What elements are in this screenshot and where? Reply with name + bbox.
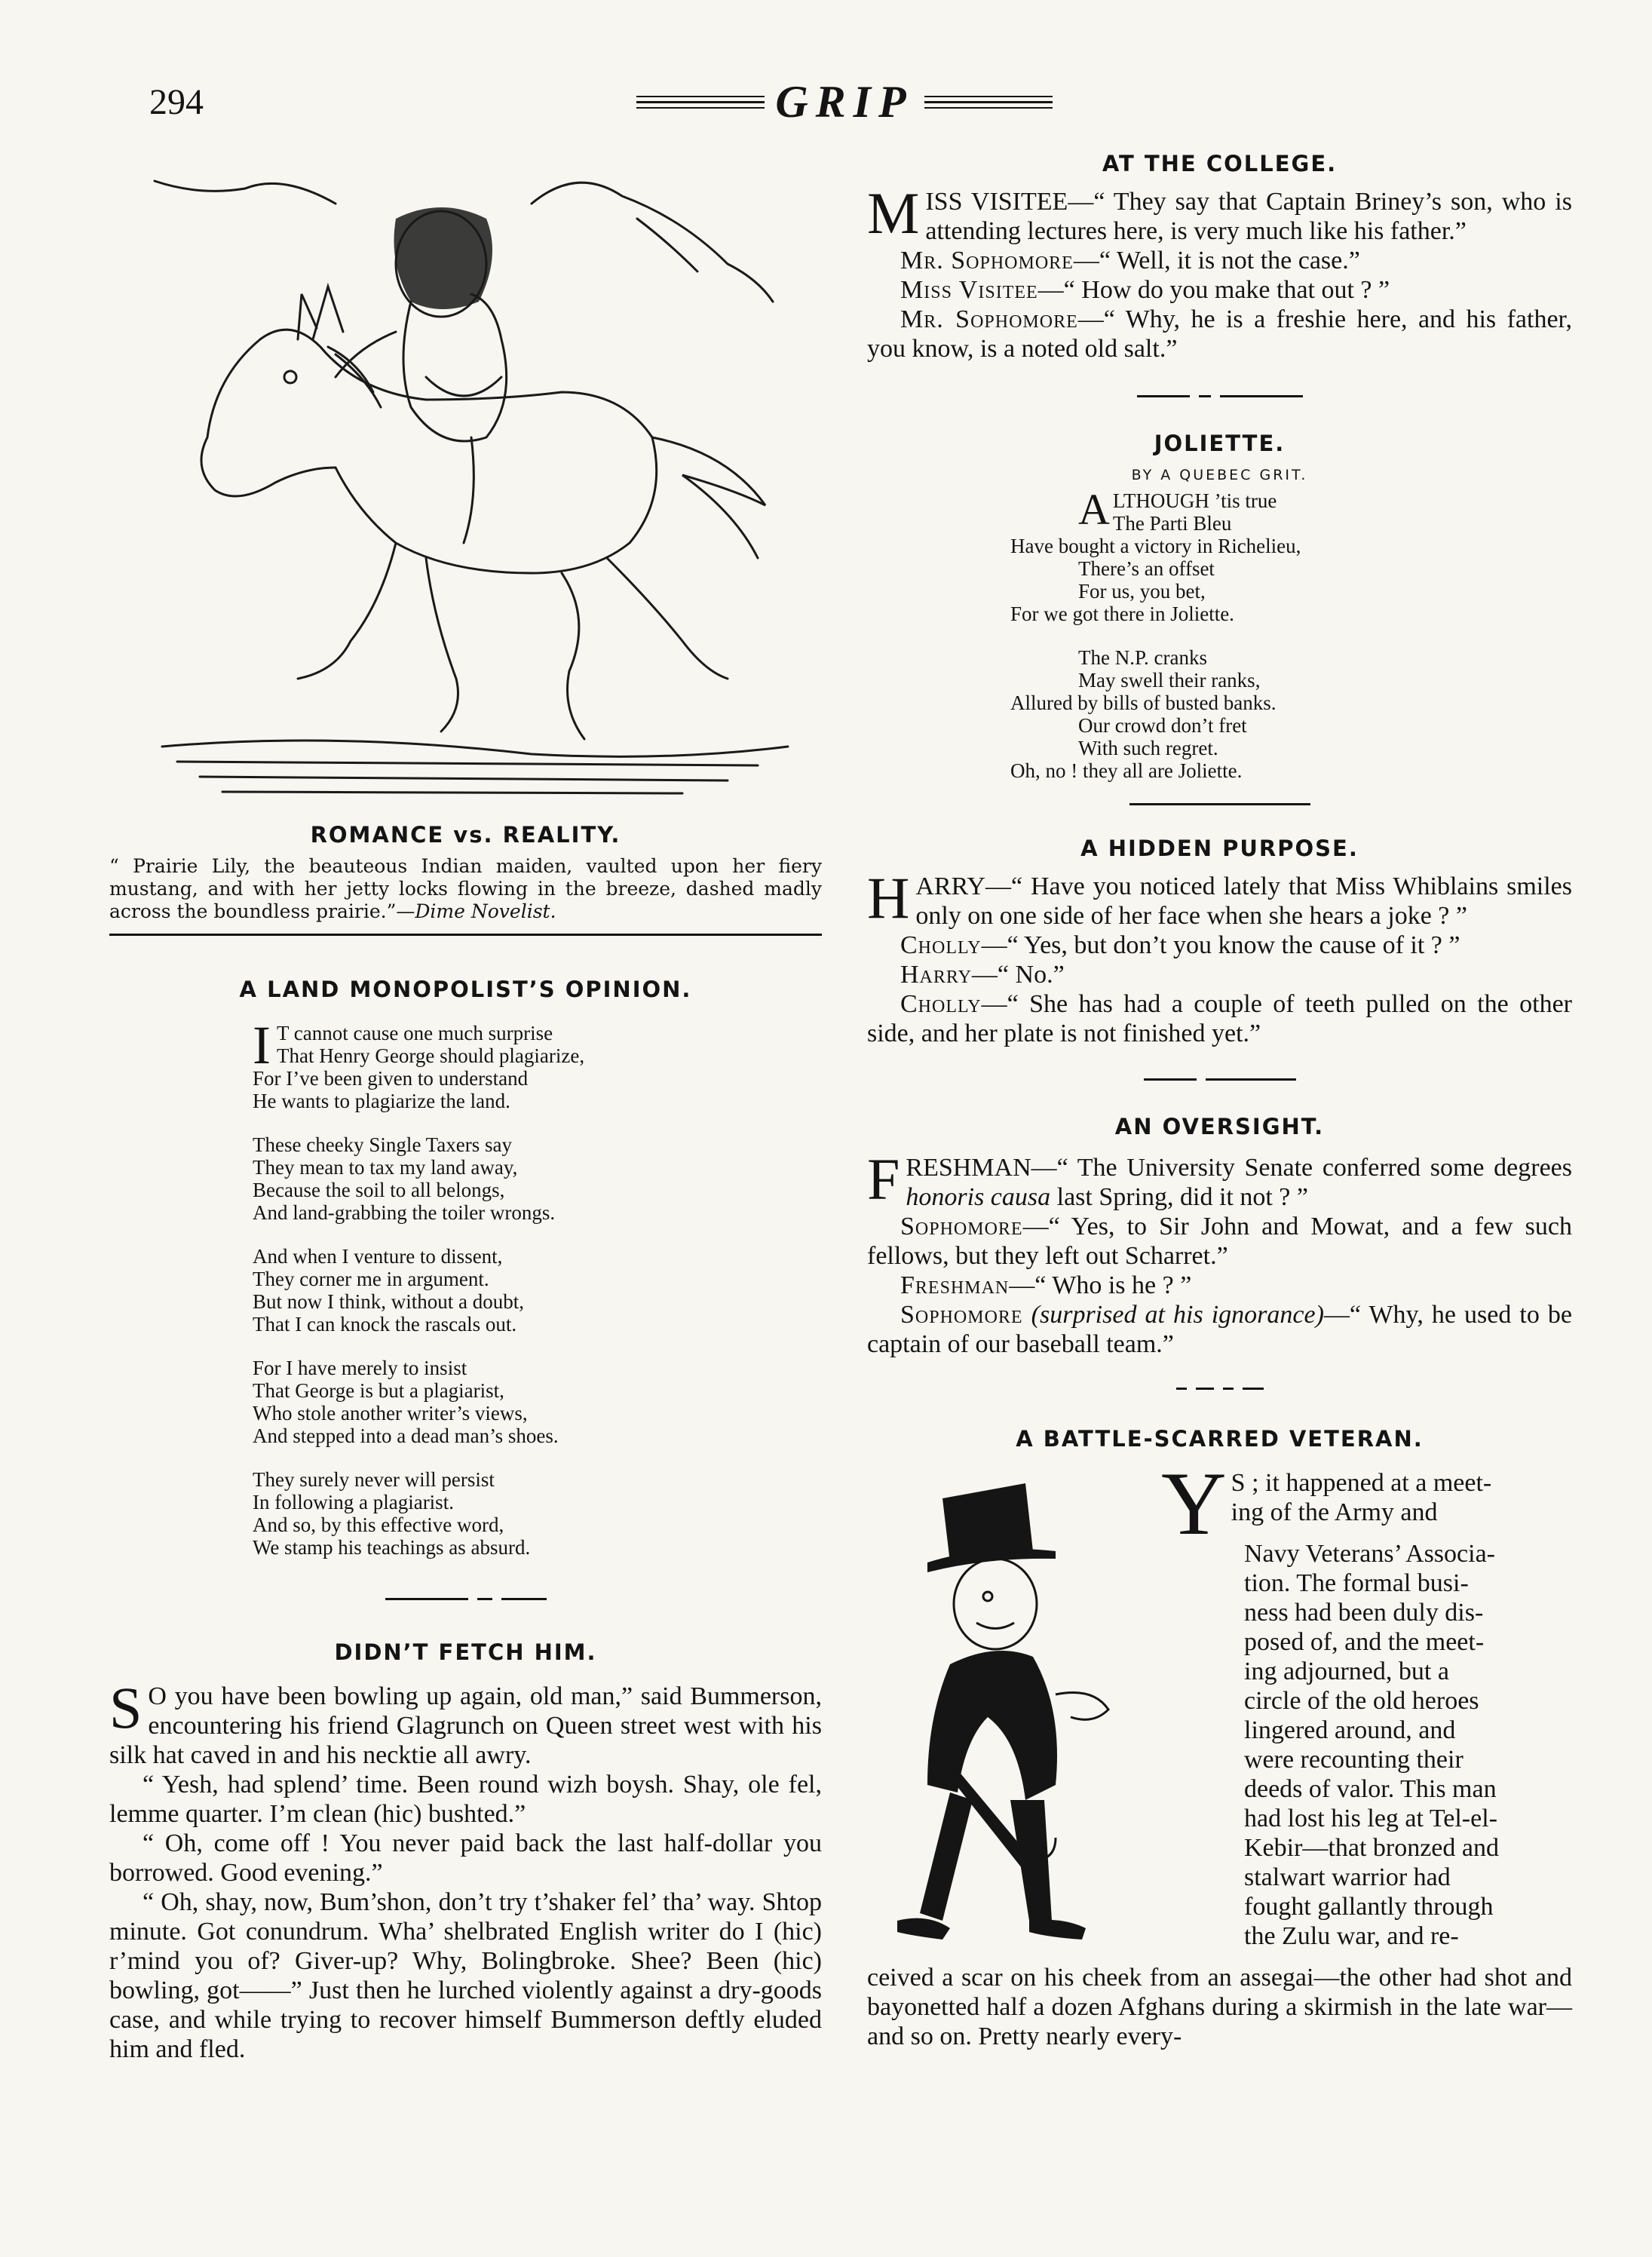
dialogue-line: MISS VISITEE—“ They say that Captain Briney’s son, who is attending lectures here, is very much like his father.” <box>867 180 1572 246</box>
section-separator <box>867 1388 1572 1390</box>
poem-stanza-2 <box>1010 646 1572 782</box>
story-line: stalwart warrior had <box>1244 1863 1451 1891</box>
poem-line: The Parti Bleu <box>1112 512 1232 535</box>
poem-line: T cannot cause one much surprise <box>276 1022 553 1044</box>
poem-line: With such regret. <box>1078 737 1218 759</box>
dialogue-line: Mr. Sophomore—“ Well, it is not the case.” <box>900 247 1360 274</box>
poem-line: For I have merely to insist <box>253 1357 467 1379</box>
masthead-rule-left <box>636 96 765 109</box>
college-dialogue <box>867 180 1572 363</box>
poem-line: For us, you bet, <box>1078 580 1206 603</box>
dialogue-line: Freshman—“ Who is he ? ” <box>900 1271 1192 1299</box>
dropcap: Y <box>1161 1453 1227 1553</box>
poem-line: We stamp his teachings as absurd. <box>253 1536 531 1559</box>
poem-line: Have bought a victory in Richelieu, <box>1010 535 1301 557</box>
story-line: S ; it happened at a meet- <box>1231 1469 1492 1497</box>
masthead-rule-right <box>924 96 1053 109</box>
story-line: the Zulu war, and re- <box>1244 1922 1459 1950</box>
dialogue-line: Mr. Sophomore—“ Why, he is a freshie here, and his father, you know, is a noted old salt.” <box>867 305 1572 363</box>
monopolist-poem <box>109 1015 822 1559</box>
poem-line: And stepped into a dead man’s shoes. <box>253 1424 559 1447</box>
section-separator <box>109 1598 822 1600</box>
poem-line: Our crowd don’t fret <box>1078 714 1247 737</box>
dropcap: I <box>253 1015 271 1075</box>
poem-line: They surely never will persist <box>253 1468 495 1491</box>
oversight-title: AN OVERSIGHT. <box>1114 1114 1325 1139</box>
poem-line: For I’ve been given to understand <box>253 1067 529 1090</box>
dialogue-line: Harry—“ No.” <box>900 961 1065 989</box>
veteran-tail: ceived a scar on his cheek from an assegai—the other had shot and bayonetted half a dozen Afghans during a skirmish in the late war—and so on. Pretty nearly every- <box>867 1964 1572 2050</box>
romance-caption-source: Dime Novelist. <box>415 900 556 922</box>
story-line: lingered around, and <box>1244 1716 1456 1744</box>
poem-stanza-2 <box>253 1133 822 1224</box>
story-line: Kebir—that bronzed and <box>1244 1834 1499 1862</box>
romance-title: ROMANCE vs. REALITY. <box>310 822 621 848</box>
poem-line: May swell their ranks, <box>1078 669 1261 692</box>
oversight-dialogue <box>867 1146 1573 1359</box>
veteran-story <box>867 1453 1572 1950</box>
poem-stanza-4 <box>253 1357 822 1447</box>
poem-stanza-3 <box>253 1245 822 1335</box>
story-line: were recounting their <box>1244 1746 1464 1774</box>
hidden-title: A HIDDEN PURPOSE. <box>1080 836 1359 861</box>
poem-line: There’s an offset <box>1078 557 1215 580</box>
romance-illustration <box>109 151 822 807</box>
poem-line: Because the soil to all belongs, <box>253 1179 505 1201</box>
story-line: posed of, and the meet- <box>1244 1628 1485 1656</box>
dialogue-line: Cholly—“ She has had a couple of teeth pulled on the other side, and her plate is not finished yet.” <box>867 990 1572 1047</box>
poem-stanza-5 <box>253 1468 822 1559</box>
dropcap: S <box>109 1675 143 1740</box>
masthead <box>588 75 1101 128</box>
joliette-poem <box>867 485 1572 782</box>
story-line: fought gallantly through <box>1244 1893 1494 1921</box>
story-line: circle of the old heroes <box>1244 1687 1479 1715</box>
masthead-title: GRIP <box>775 76 914 127</box>
page-number: 294 <box>149 82 204 122</box>
dropcap: A <box>1078 485 1110 534</box>
poem-line: That I can knock the rascals out. <box>253 1313 517 1335</box>
veteran-wrapped-text <box>1161 1453 1572 1951</box>
poem-line: The N.P. cranks <box>1078 646 1207 669</box>
story-line: deeds of valor. This man <box>1244 1775 1497 1803</box>
dialogue-line: Sophomore—“ Yes, to Sir John and Mowat, and a few such fellows, but they left out Scharret.” <box>867 1213 1572 1270</box>
romance-caption-text: “ Prairie Lily, the beauteous Indian maiden, vaulted upon her fiery mustang, and with her jetty locks flowing in the breeze, dashed madly across the boundless prairie.”— <box>109 855 822 922</box>
poem-line: That Henry George should plagiarize, <box>276 1044 585 1067</box>
dropcap: H <box>867 865 910 931</box>
veteran-title: A BATTLE-SCARRED VETERAN. <box>1016 1426 1424 1452</box>
story-paragraph: “ Yesh, had splend’ time. Been round wizh boysh. Shay, ole fel, lemme quarter. I’m clean (hic) bushted.” <box>109 1771 822 1828</box>
story-line: tion. The formal busi- <box>1244 1569 1469 1597</box>
section-separator <box>867 803 1572 805</box>
indian-maiden-on-horse-illustration <box>109 151 822 807</box>
poem-line: LTHOUGH ’tis true <box>1112 489 1277 512</box>
poem-line: They mean to tax my land away, <box>253 1156 518 1179</box>
right-column <box>867 151 1572 2051</box>
story-paragraph: S O you have been bowling up again, old man,” said Bummerson, encountering his friend Glagrunch on Queen street west with his silk hat caved in and his necktie all awry. <box>109 1675 822 1769</box>
hidden-dialogue <box>867 865 1572 1048</box>
poem-line: Who stole another writer’s views, <box>253 1402 528 1424</box>
poem-line: These cheeky Single Taxers say <box>253 1133 512 1156</box>
story-line: ness had been duly dis- <box>1244 1599 1484 1627</box>
fetch-story <box>109 1675 822 2064</box>
college-title: AT THE COLLEGE. <box>1102 151 1338 176</box>
poem-line: Allured by bills of busted banks. <box>1010 692 1277 714</box>
poem-line: Oh, no ! they all are Joliette. <box>1010 759 1243 782</box>
poem-stanza-1 <box>1010 485 1572 625</box>
story-line: ing of the Army and <box>1231 1498 1438 1526</box>
dialogue-line: Sophomore (surprised at his ignorance)—“ Why, he used to be captain of our baseball team.” <box>867 1301 1573 1358</box>
poem-line: He wants to plagiarize the land. <box>253 1090 510 1112</box>
poem-line: And land-grabbing the toiler wrongs. <box>253 1201 556 1224</box>
story-paragraph: “ Oh, come off ! You never paid back the last half-dollar you borrowed. Good evening.” <box>109 1829 822 1887</box>
section-separator <box>867 1078 1572 1081</box>
veteran-gentleman-illustration <box>867 1468 1139 1951</box>
dialogue-line: Cholly—“ Yes, but don’t you know the cause of it ? ” <box>900 931 1460 959</box>
romance-caption <box>109 855 822 923</box>
fetch-title: DIDN’T FETCH HIM. <box>334 1639 597 1665</box>
monopolist-title: A LAND MONOPOLIST’S OPINION. <box>239 977 692 1002</box>
story-paragraph: “ Oh, shay, now, Bum’shon, don’t try t’shaker fel’ tha’ way. Shtop minute. Got conundrum. Wha’ shelbrated English writer do I (hic) r’mind you of? Giver-up? Why, Bolingbroke. Shee? Been (hic) bowling, got——” Just then he lurched violently against a dry-goods case, and while trying to recover himself Bummerson deftly eluded him and fled. <box>109 1888 822 2063</box>
section-separator <box>867 395 1572 397</box>
dropcap: M <box>867 180 920 246</box>
poem-line: That George is but a plagiarist, <box>253 1379 504 1402</box>
joliette-title: JOLIETTE. <box>1154 431 1286 456</box>
poem-stanza-1 <box>253 1015 822 1112</box>
dialogue-line: HARRY—“ Have you noticed lately that Miss Whiblains smiles only on one side of her face when she hears a joke ? ” <box>867 865 1572 931</box>
left-column <box>109 151 822 2064</box>
dialogue-line: Miss Visitee—“ How do you make that out ? ” <box>900 276 1390 304</box>
poem-line: But now I think, without a doubt, <box>253 1290 524 1313</box>
dialogue-line: FRESHMAN—“ The University Senate conferred some degrees honoris causa last Spring, did it not ? ” <box>867 1146 1572 1212</box>
poem-line: And when I venture to dissent, <box>253 1245 503 1268</box>
poem-line: And so, by this effective word, <box>253 1513 504 1536</box>
dropcap: F <box>867 1146 900 1212</box>
poem-line: They corner me in argument. <box>253 1268 489 1290</box>
story-line: ing adjourned, but a <box>1244 1657 1449 1685</box>
joliette-byline: BY A QUEBEC GRIT. <box>1131 467 1308 483</box>
poem-line: In following a plagiarist. <box>253 1491 454 1513</box>
section-rule <box>109 934 822 936</box>
story-line: had lost his leg at Tel-el- <box>1244 1805 1497 1832</box>
story-line: Navy Veterans’ Associa- <box>1244 1540 1495 1568</box>
poem-line: For we got there in Joliette. <box>1010 603 1234 625</box>
